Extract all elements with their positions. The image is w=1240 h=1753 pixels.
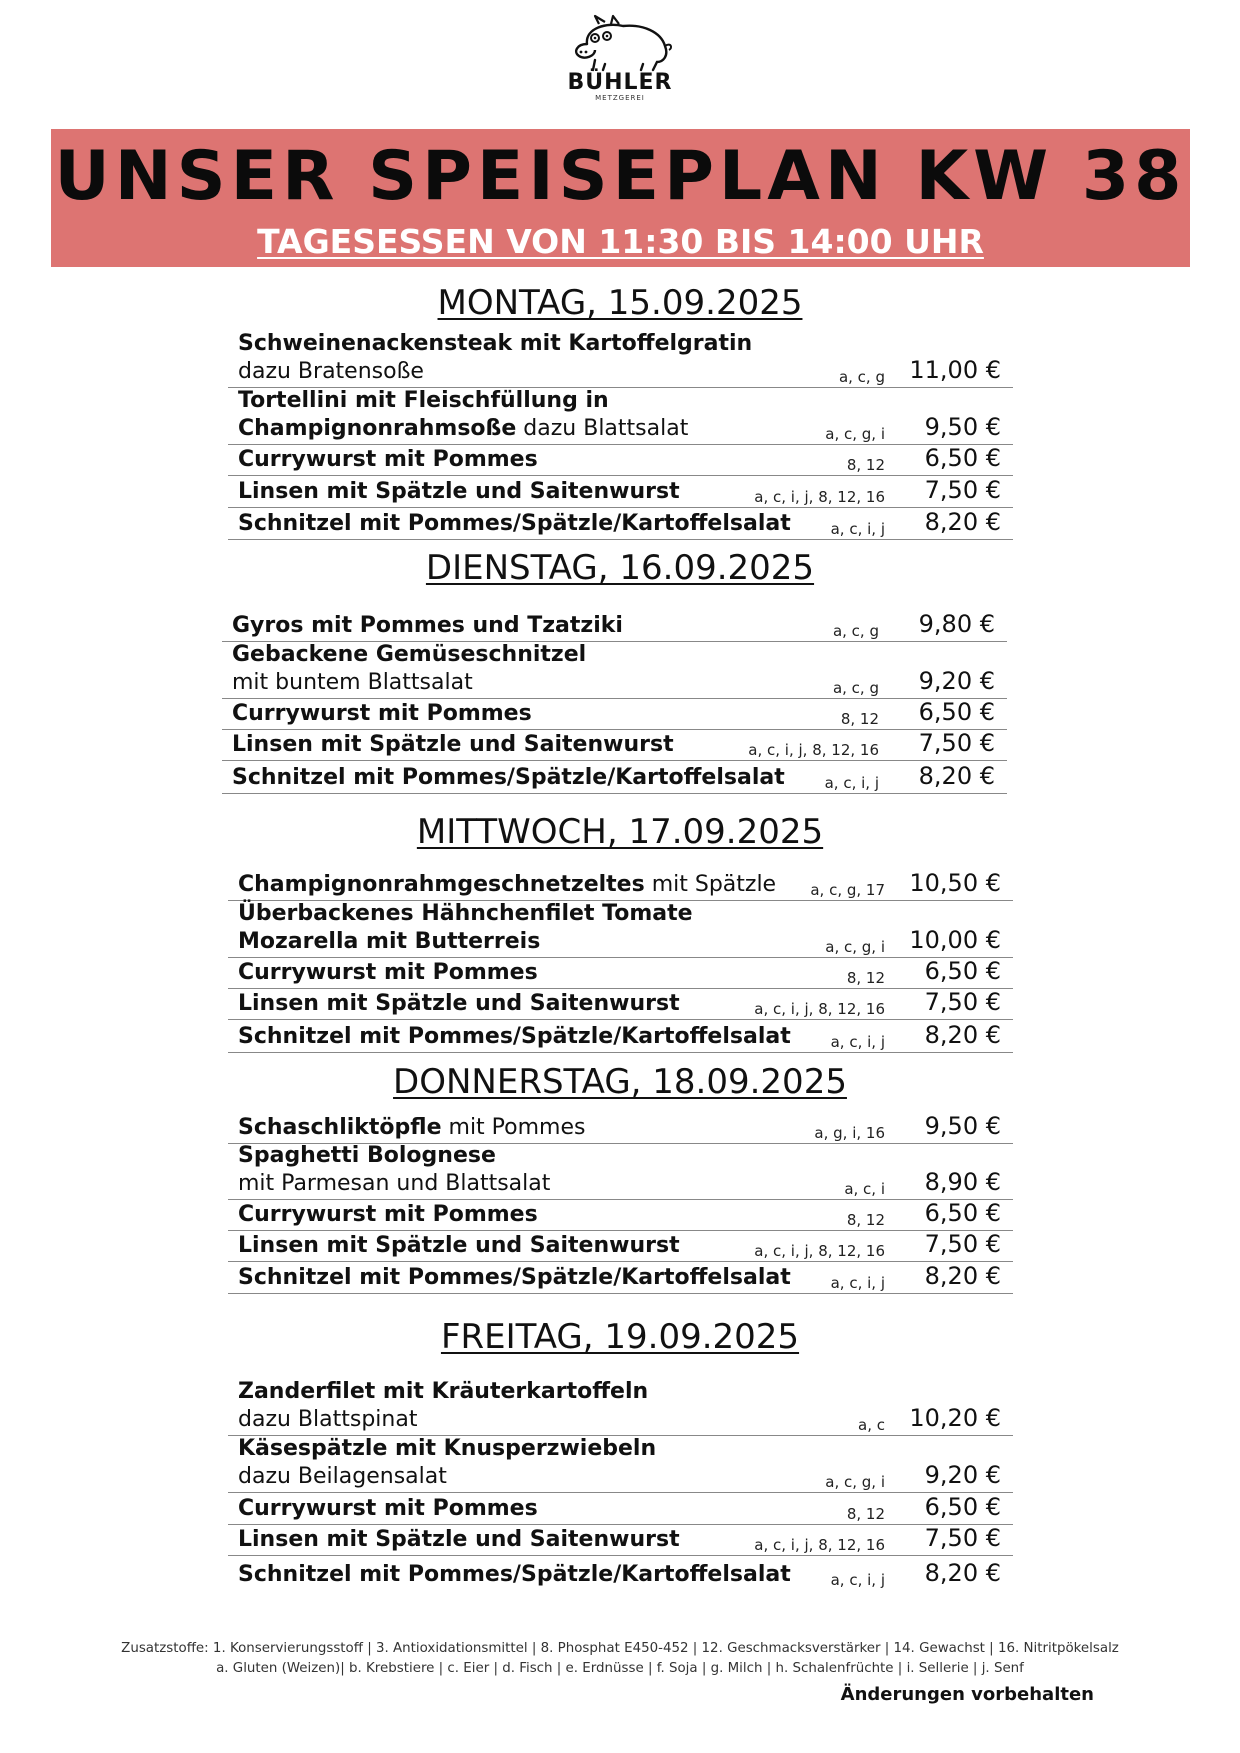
dish-description: [238, 1435, 656, 1491]
allergen-codes: a, c, i, j: [830, 520, 885, 538]
menu-item-row: [228, 1556, 1013, 1590]
brand-subtitle: METZGEREI: [595, 94, 645, 102]
allergen-codes: a, g, i, 16: [814, 1124, 885, 1142]
allergen-codes: a, c, g: [838, 368, 885, 386]
menu-item-row: [228, 445, 1013, 476]
price: 6,50 €: [924, 1493, 1001, 1521]
dish-description: [232, 641, 586, 697]
menu-item-row: [228, 508, 1013, 540]
allergen-codes: a, c, g: [832, 622, 879, 640]
price: 11,00 €: [909, 356, 1001, 384]
menu-item-row: [228, 1493, 1013, 1525]
price: 7,50 €: [924, 1230, 1001, 1258]
day-title: DONNERSTAG, 18.09.2025: [393, 1062, 847, 1102]
dish-side: mit Pommes: [441, 1115, 586, 1140]
price: 6,50 €: [924, 957, 1001, 985]
dish-name: Linsen mit Spätzle und Saitenwurst: [238, 479, 680, 504]
price: 7,50 €: [924, 476, 1001, 504]
dish-name-cont: Mozarella mit Butterreis: [238, 929, 541, 954]
dish-description: [238, 330, 752, 386]
dish-name: Linsen mit Spätzle und Saitenwurst: [238, 991, 680, 1016]
dish-description: [238, 990, 680, 1018]
menu-item-row: [228, 1376, 1013, 1436]
menu-item-row: [228, 863, 1013, 901]
dish-description: [232, 700, 532, 728]
allergen-codes: a, c, i, j: [830, 1571, 885, 1589]
price: 9,80 €: [918, 610, 995, 638]
pig-logo-icon: [565, 14, 675, 74]
allergen-codes: a, c, i, j, 8, 12, 16: [748, 741, 879, 759]
menu-item-row: [228, 1262, 1013, 1294]
dish-name: Schnitzel mit Pommes/Spätzle/Kartoffelsalat: [238, 1024, 791, 1049]
dish-description: [238, 1142, 550, 1198]
price: 10,50 €: [909, 869, 1001, 897]
dish-name: Currywurst mit Pommes: [238, 1496, 538, 1521]
allergen-codes: a, c, i, j: [824, 774, 879, 792]
dish-description: [238, 478, 680, 506]
dish-description: [238, 1114, 585, 1142]
allergen-codes: 8, 12: [846, 1211, 885, 1229]
menu-item-row: [228, 1436, 1013, 1493]
price: 10,20 €: [909, 1404, 1001, 1432]
dish-name: Zanderfilet mit Kräuterkartoffeln: [238, 1379, 649, 1404]
dish-description: [238, 1264, 791, 1292]
dish-name: Überbackenes Hähnchenfilet Tomate: [238, 901, 693, 926]
allergen-codes: a, c, i, j, 8, 12, 16: [754, 488, 885, 506]
dish-description: [238, 446, 538, 474]
dish-description: [238, 1201, 538, 1229]
opening-hours: TAGESESSEN VON 11:30 BIS 14:00 UHR: [257, 222, 984, 261]
dish-description: [238, 1378, 648, 1434]
dish-name: Schweinenackensteak mit Kartoffelgratin: [238, 331, 753, 356]
menu-item-row: [222, 730, 1007, 761]
allergens-legend: a. Gluten (Weizen)| b. Krebstiere | c. Eier | d. Fisch | e. Erdnüsse | f. Soja | g. Milch | h. Schalenfrüchte | i. Sellerie | j. Senf: [216, 1661, 1024, 1676]
allergen-codes: 8, 12: [846, 969, 885, 987]
header-banner: [51, 129, 1190, 267]
dish-description: [238, 959, 538, 987]
menu-item-row: [222, 590, 1007, 642]
dish-name: Gyros mit Pommes und Tzatziki: [232, 613, 623, 638]
dish-name: Schnitzel mit Pommes/Spätzle/Kartoffelsalat: [238, 511, 791, 536]
price: 9,50 €: [924, 1112, 1001, 1140]
allergen-codes: a, c, i, j, 8, 12, 16: [754, 1536, 885, 1554]
dish-description: [238, 1023, 791, 1051]
dish-name: Käsespätzle mit Knusperzwiebeln: [238, 1436, 657, 1461]
price: 8,20 €: [924, 1021, 1001, 1049]
dish-name: Schnitzel mit Pommes/Spätzle/Kartoffelsalat: [232, 765, 785, 790]
allergen-codes: a, c: [858, 1416, 885, 1434]
dish-name: Currywurst mit Pommes: [238, 447, 538, 472]
dish-description: [238, 1232, 680, 1260]
allergen-codes: 8, 12: [840, 710, 879, 728]
day-title: DIENSTAG, 16.09.2025: [425, 548, 815, 588]
price: 9,20 €: [918, 667, 995, 695]
dish-name: Schaschliktöpfle: [238, 1115, 442, 1140]
day-title: FREITAG, 19.09.2025: [440, 1317, 800, 1357]
dish-name: Linsen mit Spätzle und Saitenwurst: [238, 1527, 680, 1552]
page-title: UNSER SPEISEPLAN KW 38: [54, 137, 1187, 216]
price: 10,00 €: [909, 926, 1001, 954]
dish-name: Schnitzel mit Pommes/Spätzle/Kartoffelsalat: [238, 1265, 791, 1290]
dish-description: [232, 731, 674, 759]
allergen-codes: a, c, g, i: [825, 425, 885, 443]
dish-description: [238, 387, 688, 443]
dish-side: dazu Blattspinat: [238, 1407, 418, 1432]
price: 9,20 €: [924, 1461, 1001, 1489]
changes-note: Änderungen vorbehalten: [840, 1684, 1094, 1705]
dish-description: [232, 612, 623, 640]
dish-description: [238, 871, 776, 899]
allergen-codes: a, c, i, j: [830, 1033, 885, 1051]
price: 6,50 €: [924, 1199, 1001, 1227]
dish-side: mit buntem Blattsalat: [232, 670, 473, 695]
additives-legend: Zusatzstoffe: 1. Konservierungsstoff | 3. Antioxidationsmittel | 8. Phosphat E450-452 | 12. Geschmacksverstärker | 14. Gewachst | 16. Nitritpökelsalz: [121, 1641, 1119, 1656]
menu-item-row: [228, 1020, 1013, 1053]
dish-name-cont: Champignonrahmsoße: [238, 416, 517, 441]
menu-item-row: [228, 1110, 1013, 1144]
menu-item-row: [222, 699, 1007, 730]
menu-item-row: [228, 332, 1013, 388]
allergen-codes: a, c, i, j: [830, 1274, 885, 1292]
menu-item-row: [228, 476, 1013, 508]
dish-side: mit Spätzle: [644, 872, 777, 897]
price: 8,20 €: [924, 508, 1001, 536]
dish-name: Currywurst mit Pommes: [232, 701, 532, 726]
dish-description: [238, 510, 791, 538]
allergen-codes: a, c, i: [844, 1180, 885, 1198]
price: 9,50 €: [924, 413, 1001, 441]
allergen-codes: a, c, g, i: [825, 938, 885, 956]
dish-side: dazu Beilagensalat: [238, 1464, 447, 1489]
dish-name: Spaghetti Bolognese: [238, 1143, 496, 1168]
brand-name: BÜHLER: [567, 70, 673, 95]
dish-name: Gebackene Gemüseschnitzel: [232, 642, 587, 667]
allergen-codes: a, c, i, j, 8, 12, 16: [754, 1242, 885, 1260]
dish-name: Currywurst mit Pommes: [238, 1202, 538, 1227]
menu-item-row: [228, 1525, 1013, 1556]
dish-description: [238, 900, 693, 956]
dish-description: [232, 764, 785, 792]
allergen-codes: a, c, g, i: [825, 1473, 885, 1491]
price: 7,50 €: [918, 729, 995, 757]
menu-item-row: [228, 958, 1013, 989]
menu-item-row: [222, 761, 1007, 794]
dish-name: Linsen mit Spätzle und Saitenwurst: [232, 732, 674, 757]
price: 8,20 €: [924, 1559, 1001, 1587]
menu-item-row: [228, 989, 1013, 1020]
day-title: MONTAG, 15.09.2025: [437, 283, 803, 323]
dish-name: Linsen mit Spätzle und Saitenwurst: [238, 1233, 680, 1258]
menu-item-row: [228, 388, 1013, 445]
dish-name: Tortellini mit Fleischfüllung in: [238, 388, 609, 413]
dish-side: mit Parmesan und Blattsalat: [238, 1171, 551, 1196]
price: 8,20 €: [924, 1262, 1001, 1290]
dish-description: [238, 1495, 538, 1523]
dish-description: [238, 1561, 791, 1589]
day-title: MITTWOCH, 17.09.2025: [416, 812, 824, 852]
dish-name: Currywurst mit Pommes: [238, 960, 538, 985]
price: 7,50 €: [924, 988, 1001, 1016]
dish-side: dazu Blattsalat: [516, 416, 689, 441]
price: 8,90 €: [924, 1168, 1001, 1196]
brand-logo: [560, 14, 680, 124]
dish-name: Champignonrahmgeschnetzeltes: [238, 872, 645, 897]
price: 8,20 €: [918, 762, 995, 790]
allergen-codes: 8, 12: [846, 456, 885, 474]
menu-item-row: [222, 642, 1007, 699]
dish-description: [238, 1526, 680, 1554]
price: 7,50 €: [924, 1524, 1001, 1552]
menu-item-row: [228, 1200, 1013, 1231]
price: 6,50 €: [924, 444, 1001, 472]
allergen-codes: a, c, g: [832, 679, 879, 697]
allergen-codes: a, c, g, 17: [810, 881, 885, 899]
allergen-codes: a, c, i, j, 8, 12, 16: [754, 1000, 885, 1018]
menu-item-row: [228, 1231, 1013, 1262]
menu-item-row: [228, 901, 1013, 958]
dish-side: dazu Bratensoße: [238, 359, 424, 384]
menu-item-row: [228, 1144, 1013, 1200]
dish-name: Schnitzel mit Pommes/Spätzle/Kartoffelsalat: [238, 1562, 791, 1587]
price: 6,50 €: [918, 698, 995, 726]
allergen-codes: 8, 12: [846, 1505, 885, 1523]
